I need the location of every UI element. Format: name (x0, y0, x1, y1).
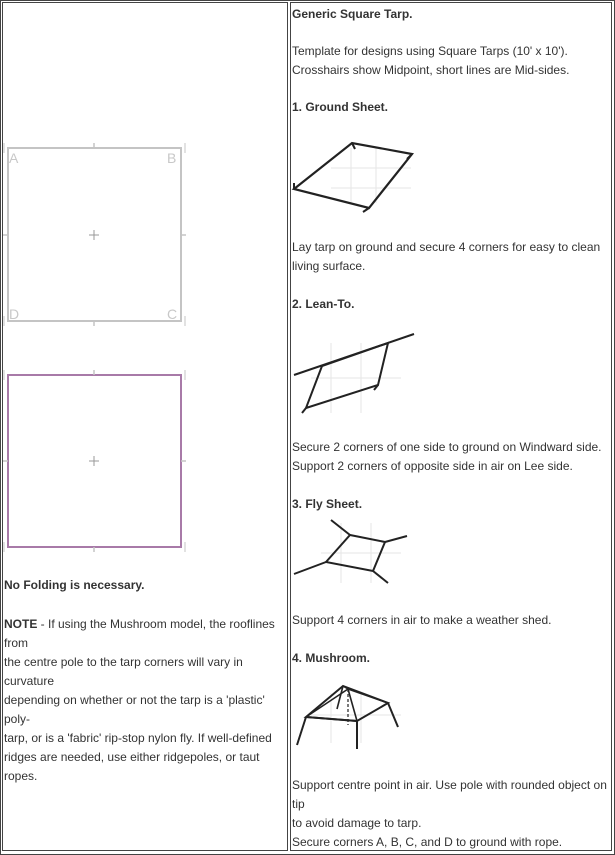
intro-line-1: Template for designs using Square Tarps (10' x 10'). (292, 44, 568, 58)
intro-line-2: Crosshairs show Midpoint, short lines are Mid-sides. (292, 63, 570, 77)
section-heading-mushroom: 4. Mushroom. (292, 651, 371, 665)
note-line-3: depending on whether or not the tarp is a 'plastic' poly- (4, 693, 265, 726)
corner-label-b: B (167, 150, 177, 166)
section-heading-lean-to: 2. Lean-To. (292, 297, 355, 311)
note-label: NOTE (4, 617, 38, 631)
page-title: Generic Square Tarp. (292, 7, 413, 21)
note-line-2: the centre pole to the tarp corners will vary in curvature (4, 655, 243, 688)
note-paragraph (4, 615, 288, 786)
note-line-5: ridges are needed, use either ridgepoles, or taut ropes. (4, 750, 260, 783)
left-column (2, 2, 288, 851)
mushroom-line-1: Support centre point in air. Use pole with rounded object on tip (292, 778, 607, 811)
right-column (290, 2, 612, 851)
mushroom-description (292, 776, 611, 833)
note-line-4: tarp, or is a 'fabric' rip-stop nylon fly. If well-defined (4, 731, 272, 745)
ground-sheet-line-1: Lay tarp on ground and secure 4 corners for easy to clean (292, 240, 601, 254)
section-heading-fly-sheet: 3. Fly Sheet. (292, 497, 363, 511)
fly-sheet-line-1: Support 4 corners in air to make a weather shed. (292, 613, 552, 627)
final-instruction: Secure corners A, B, C, and D to ground with rope. (292, 835, 563, 849)
mushroom-line-2: to avoid damage to tarp. (292, 816, 422, 830)
corner-label-c: C (167, 306, 178, 322)
section-heading-ground-sheet: 1. Ground Sheet. (292, 100, 389, 114)
note-line-1: - If using the Mushroom model, the rooflines from (4, 617, 275, 650)
corner-label-a: A (9, 150, 19, 166)
corner-label-d: D (9, 306, 20, 322)
lean-to-line-1: Secure 2 corners of one side to ground on Windward side. (292, 440, 602, 454)
mushroom-illustration (291, 3, 613, 852)
ground-sheet-line-2: living surface. (292, 259, 366, 273)
lean-to-line-2: Support 2 corners of opposite side in air on Lee side. (292, 459, 573, 473)
no-folding-heading: No Folding is necessary. (4, 578, 145, 592)
